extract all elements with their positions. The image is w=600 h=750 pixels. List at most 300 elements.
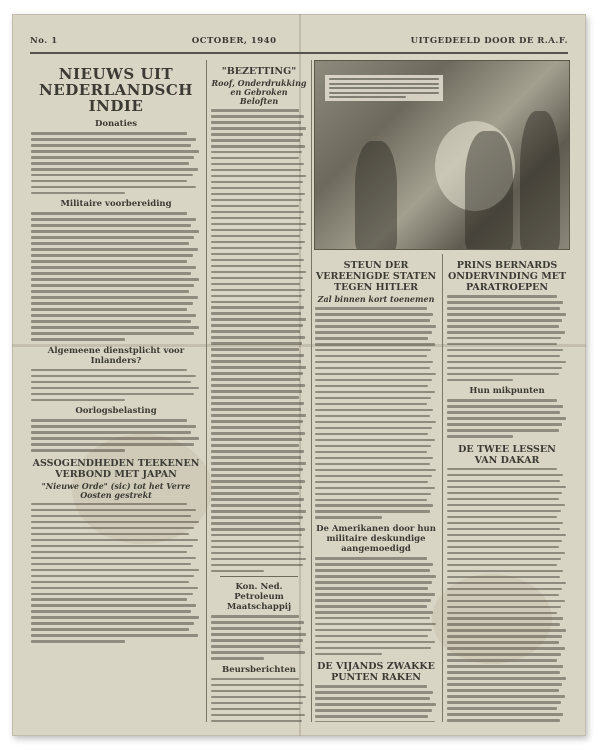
- text-line: [211, 223, 306, 226]
- text-line: [447, 510, 561, 513]
- text-line: [315, 481, 428, 484]
- text-line: [31, 338, 125, 341]
- text-line: [211, 121, 301, 124]
- text-line: [31, 290, 189, 293]
- text-line: [211, 657, 264, 660]
- text-line: [447, 313, 566, 316]
- text-line: [447, 325, 559, 328]
- text-line: [211, 330, 300, 333]
- text-line: [211, 546, 304, 549]
- article-body: [30, 212, 202, 340]
- text-line: [211, 462, 306, 465]
- text-line: [315, 593, 435, 596]
- text-line: [447, 695, 565, 698]
- text-line: [315, 433, 428, 436]
- text-line: [447, 600, 565, 603]
- text-line: [31, 144, 191, 147]
- text-line: [31, 278, 199, 281]
- text-line: [211, 312, 301, 315]
- text-line: [447, 665, 563, 668]
- text-line: [315, 397, 431, 400]
- text-line: [315, 629, 432, 632]
- text-line: [447, 546, 559, 549]
- text-line: [447, 641, 559, 644]
- text-line: [447, 576, 560, 579]
- text-line: [31, 431, 191, 434]
- text-line: [31, 449, 125, 452]
- text-line: [31, 640, 125, 643]
- text-line: [315, 504, 433, 507]
- text-line: [211, 199, 302, 202]
- column-divider: [206, 60, 207, 722]
- text-line: [211, 708, 300, 711]
- text-line: [447, 498, 559, 501]
- text-line: [447, 307, 560, 310]
- text-line: [447, 713, 563, 716]
- article-body: [210, 109, 308, 572]
- text-line: [211, 151, 302, 154]
- text-line: [447, 534, 566, 537]
- text-line: [211, 265, 301, 268]
- text-line: [31, 308, 187, 311]
- text-line: [315, 367, 430, 370]
- masthead-rule: [30, 52, 568, 54]
- article-body: [446, 399, 568, 438]
- text-line: [315, 487, 435, 490]
- text-line: [211, 714, 305, 717]
- text-line: [31, 399, 125, 402]
- text-line: [31, 527, 194, 530]
- text-line: [211, 510, 306, 513]
- text-line: [211, 468, 303, 471]
- text-line: [447, 474, 563, 477]
- text-line: [211, 516, 303, 519]
- text-line: [31, 272, 191, 275]
- text-line: [315, 427, 432, 430]
- masthead: [30, 36, 568, 50]
- text-line: [31, 284, 194, 287]
- text-line: [447, 629, 566, 632]
- text-line: [211, 348, 299, 351]
- text-line: [447, 606, 561, 609]
- text-line: [31, 369, 187, 372]
- text-line: [315, 325, 436, 328]
- text-line: [211, 289, 305, 292]
- text-line: [315, 307, 427, 310]
- text-line: [31, 212, 187, 215]
- text-line: [211, 271, 306, 274]
- headline-amerikanen: De Amerikanen door hun militaire deskundige aangemoedigd: [316, 524, 436, 555]
- headline-verbond-japan: ASSOGENDHEDEN TEEKENEN VERBOND MET JAPAN: [32, 457, 200, 480]
- article-body: [314, 557, 438, 655]
- text-line: [31, 622, 194, 625]
- headline-donaties: Donaties: [94, 119, 138, 129]
- text-line: [315, 331, 432, 334]
- text-line: [31, 168, 198, 171]
- text-line: [315, 709, 432, 712]
- text-line: [447, 594, 559, 597]
- column-1: [30, 60, 202, 722]
- text-line: [211, 456, 301, 459]
- text-line: [315, 361, 433, 364]
- text-line: [211, 342, 302, 345]
- text-line: [447, 623, 560, 626]
- text-line: [211, 187, 300, 190]
- headline-vijands: DE VIJANDS ZWAKKE PUNTEN RAKEN: [317, 661, 435, 684]
- text-line: [315, 685, 427, 688]
- text-line: [31, 266, 196, 269]
- text-line: [211, 444, 299, 447]
- text-line: [211, 306, 304, 309]
- text-line: [211, 127, 306, 130]
- text-line: [31, 545, 193, 548]
- article-body: [314, 685, 438, 722]
- text-line: [447, 540, 562, 543]
- text-line: [211, 690, 301, 693]
- text-line: [211, 474, 300, 477]
- text-line: [211, 229, 303, 232]
- text-line: [31, 296, 198, 299]
- text-line: [447, 516, 557, 519]
- text-line: [31, 326, 199, 329]
- text-line: [31, 419, 187, 422]
- text-line: [31, 515, 191, 518]
- text-line: [447, 355, 560, 358]
- text-line: [31, 598, 187, 601]
- text-line: [315, 697, 430, 700]
- text-line: [211, 295, 302, 298]
- text-line: [31, 302, 193, 305]
- text-line: [315, 617, 430, 620]
- text-line: [211, 169, 301, 172]
- text-line: [211, 175, 306, 178]
- text-line: [315, 343, 435, 346]
- text-line: [211, 528, 305, 531]
- text-line: [211, 450, 304, 453]
- text-line: [211, 420, 303, 423]
- article-body: [210, 678, 308, 722]
- text-line: [211, 438, 302, 441]
- section-rule: [220, 576, 298, 577]
- text-line: [211, 702, 303, 705]
- text-line: [447, 582, 566, 585]
- text-line: [31, 254, 193, 257]
- text-line: [447, 429, 559, 432]
- text-line: [211, 277, 303, 280]
- text-line: [211, 139, 300, 142]
- text-line: [211, 133, 303, 136]
- text-line: [211, 408, 301, 411]
- text-line: [447, 635, 562, 638]
- text-line: [315, 469, 436, 472]
- headline-bezetting-sub: Roof, Onderdrukking en Gebroken Beloften: [211, 78, 307, 106]
- text-line: [315, 313, 433, 316]
- text-line: [315, 653, 382, 656]
- text-line: [211, 283, 300, 286]
- text-line: [447, 349, 563, 352]
- text-line: [447, 617, 563, 620]
- text-line: [315, 641, 435, 644]
- text-line: [315, 355, 427, 358]
- text-line: [31, 569, 199, 572]
- article-body: [314, 307, 438, 519]
- column-divider: [442, 254, 443, 722]
- text-line: [315, 599, 431, 602]
- text-line: [211, 259, 304, 262]
- text-line: [31, 593, 193, 596]
- article-body: [446, 295, 568, 381]
- column-2: [210, 60, 308, 722]
- text-line: [211, 253, 299, 256]
- text-line: [315, 581, 432, 584]
- text-line: [447, 558, 561, 561]
- text-line: [447, 379, 513, 382]
- text-line: [447, 486, 566, 489]
- text-line: [315, 409, 433, 412]
- text-line: [211, 402, 304, 405]
- text-line: [447, 504, 565, 507]
- text-line: [211, 217, 301, 220]
- text-line: [211, 558, 306, 561]
- text-line: [447, 337, 561, 340]
- headline-militaire-voorbereiding: Militaire voorbereiding: [60, 199, 172, 210]
- text-line: [211, 522, 300, 525]
- text-line: [31, 557, 196, 560]
- text-line: [447, 683, 562, 686]
- text-line: [315, 373, 436, 376]
- text-line: [211, 498, 304, 501]
- text-line: [211, 645, 300, 648]
- text-line: [315, 721, 435, 722]
- headline-steun-sub: Zal binnen kort toenemen: [317, 294, 435, 304]
- text-line: [31, 132, 187, 135]
- text-line: [211, 301, 299, 304]
- text-line: [211, 720, 302, 722]
- text-line: [31, 616, 199, 619]
- text-line: [31, 236, 194, 239]
- text-line: [315, 379, 432, 382]
- article-body: [30, 503, 202, 643]
- text-line: [315, 635, 428, 638]
- text-line: [447, 301, 563, 304]
- text-line: [31, 437, 199, 440]
- text-line: [211, 157, 299, 160]
- text-line: [211, 378, 300, 381]
- text-line: [211, 540, 299, 543]
- text-line: [315, 575, 436, 578]
- article-body: [30, 419, 202, 452]
- text-line: [31, 634, 198, 637]
- text-line: [447, 367, 562, 370]
- text-line: [447, 719, 560, 722]
- text-line: [447, 361, 566, 364]
- text-line: [211, 318, 306, 321]
- text-line: [31, 248, 198, 251]
- text-line: [31, 156, 194, 159]
- text-line: [315, 611, 433, 614]
- text-line: [315, 691, 433, 694]
- text-line: [31, 503, 187, 506]
- text-line: [31, 138, 196, 141]
- text-line: [315, 391, 435, 394]
- text-line: [315, 569, 430, 572]
- text-line: [315, 715, 428, 718]
- text-line: [211, 633, 306, 636]
- text-line: [31, 575, 194, 578]
- text-line: [211, 678, 299, 681]
- text-line: [315, 510, 430, 513]
- text-line: [31, 604, 196, 607]
- text-line: [211, 384, 305, 387]
- text-line: [315, 493, 431, 496]
- main-headline: NIEUWS UIT NEDERLANDSCH INDIE: [39, 65, 193, 115]
- text-line: [211, 627, 301, 630]
- text-line: [211, 336, 305, 339]
- text-line: [211, 211, 304, 214]
- text-line: [447, 564, 557, 567]
- headline-oorlogsbelasting: Oorlogsbelasting: [75, 406, 157, 417]
- text-line: [31, 425, 196, 428]
- text-line: [447, 492, 562, 495]
- text-line: [211, 205, 299, 208]
- text-line: [315, 516, 382, 519]
- text-line: [211, 432, 305, 435]
- text-line: [315, 463, 430, 466]
- text-line: [315, 457, 433, 460]
- text-line: [315, 475, 432, 478]
- text-line: [31, 375, 196, 378]
- text-line: [447, 528, 560, 531]
- text-line: [447, 707, 557, 710]
- text-line: [447, 552, 565, 555]
- text-line: [211, 145, 305, 148]
- text-line: [31, 628, 189, 631]
- text-line: [315, 445, 431, 448]
- text-line: [315, 337, 428, 340]
- headline-steun: STEUN DER VEREENIGDE STATEN TEGEN HITLER: [315, 260, 437, 293]
- text-line: [211, 639, 303, 642]
- text-line: [447, 331, 565, 334]
- text-line: [31, 393, 194, 396]
- text-line: [31, 387, 199, 390]
- text-line: [31, 539, 198, 542]
- text-line: [211, 615, 299, 618]
- text-line: [31, 587, 198, 590]
- text-line: [315, 605, 427, 608]
- publisher-line: UITGEDEELD DOOR DE R.A.F.: [410, 36, 568, 46]
- text-line: [315, 451, 427, 454]
- text-line: [31, 551, 187, 554]
- text-line: [447, 435, 513, 438]
- text-line: [315, 319, 430, 322]
- text-line: [447, 701, 561, 704]
- text-line: [31, 533, 189, 536]
- text-line: [211, 480, 305, 483]
- text-line: [31, 192, 125, 195]
- text-line: [31, 224, 191, 227]
- text-line: [447, 468, 557, 471]
- text-line: [315, 563, 433, 566]
- headline-twee-lessen: DE TWEE LESSEN VAN DAKAR: [458, 443, 556, 466]
- text-line: [31, 174, 193, 177]
- text-line: [31, 186, 196, 189]
- text-line: [211, 241, 305, 244]
- text-line: [211, 181, 303, 184]
- text-line: [447, 319, 562, 322]
- text-line: [211, 235, 300, 238]
- headline-algemeene-dienstplicht: Algemeene dienstplicht voor Inlanders?: [47, 345, 185, 366]
- text-line: [211, 621, 304, 624]
- text-line: [315, 439, 435, 442]
- text-line: [211, 426, 300, 429]
- text-line: [211, 696, 306, 699]
- text-line: [447, 411, 560, 414]
- text-line: [211, 504, 301, 507]
- article-body: [30, 132, 202, 194]
- text-line: [31, 581, 189, 584]
- text-line: [315, 415, 430, 418]
- headline-nieuwe-orde: "Nieuwe Orde" (sic) tot het Verre Oosten gestrekt: [41, 480, 191, 500]
- headline-hun-mikpunten: Hun mikpunten: [469, 386, 545, 397]
- text-line: [31, 610, 191, 613]
- text-line: [211, 414, 306, 417]
- text-line: [447, 647, 565, 650]
- text-line: [447, 612, 557, 615]
- text-line: [315, 499, 427, 502]
- headline-prins-bernard: PRINS BERNARDS ONDERVINDING MET PARATROEPEN: [447, 260, 567, 293]
- text-line: [447, 373, 559, 376]
- text-line: [211, 390, 302, 393]
- text-line: [211, 163, 304, 166]
- text-line: [31, 150, 199, 153]
- text-line: [31, 443, 194, 446]
- text-line: [447, 689, 559, 692]
- text-line: [315, 385, 428, 388]
- text-line: [31, 509, 196, 512]
- text-line: [31, 521, 199, 524]
- article-body: [446, 468, 568, 722]
- article-body: [210, 615, 308, 659]
- text-line: [447, 343, 557, 346]
- column-4: [446, 254, 568, 722]
- text-line: [31, 162, 189, 165]
- text-line: [315, 557, 427, 560]
- text-line: [211, 492, 299, 495]
- text-line: [315, 623, 436, 626]
- text-line: [211, 552, 301, 555]
- text-line: [211, 115, 304, 118]
- text-line: [31, 320, 191, 323]
- text-line: [31, 230, 199, 233]
- text-line: [315, 349, 431, 352]
- text-line: [31, 563, 191, 566]
- headline-bezetting: "BEZETTING": [221, 66, 297, 77]
- text-line: [447, 480, 560, 483]
- text-line: [447, 522, 563, 525]
- text-line: [447, 423, 562, 426]
- text-line: [447, 671, 560, 674]
- text-line: [447, 405, 563, 408]
- text-line: [447, 653, 561, 656]
- headline-kon-petroleum: Kon. Ned. Petroleum Maatschappij: [226, 582, 292, 613]
- issue-date: OCTOBER, 1940: [191, 36, 277, 46]
- text-line: [315, 403, 427, 406]
- text-line: [447, 677, 566, 680]
- newspaper-sheet: [12, 14, 586, 736]
- text-line: [31, 218, 196, 221]
- text-line: [31, 332, 194, 335]
- article-body: [30, 369, 202, 402]
